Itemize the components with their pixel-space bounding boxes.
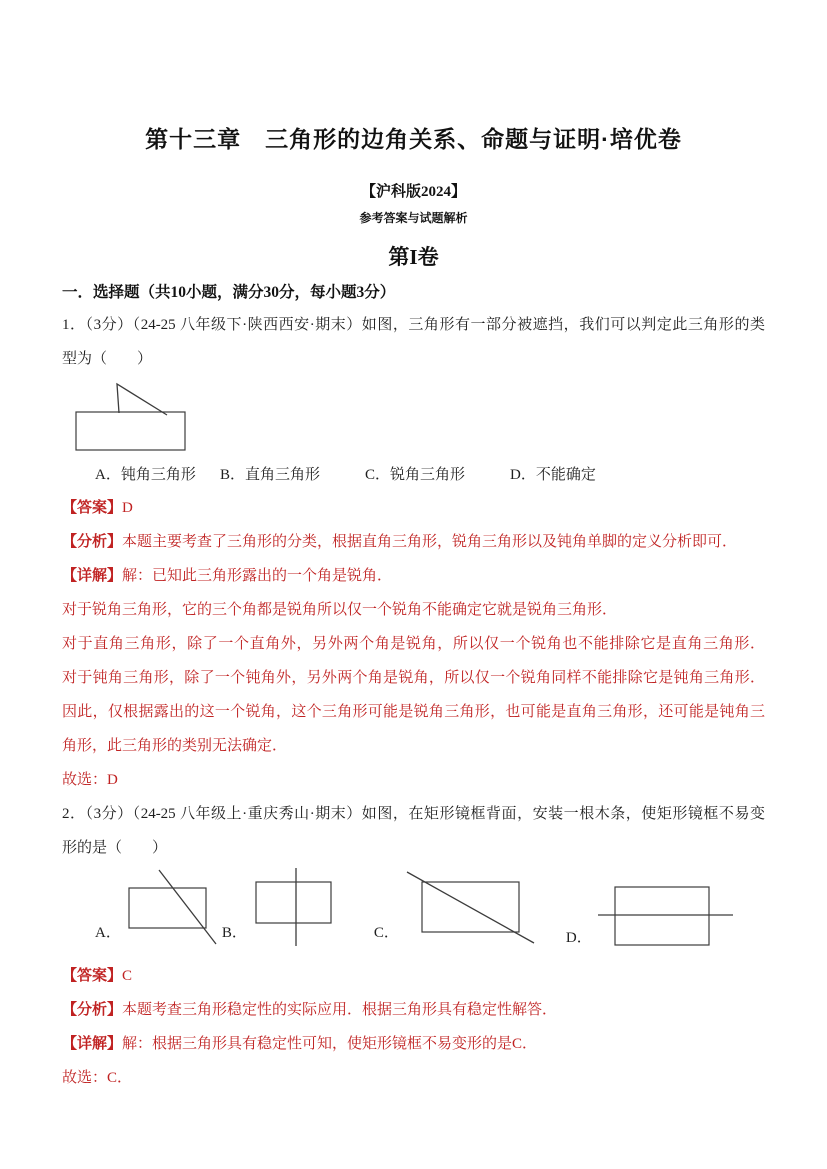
question2-figure-b — [222, 865, 342, 950]
diagonal-brace-figure-a — [124, 865, 222, 950]
option-b: B．直角三角形 — [220, 467, 321, 483]
detail-paragraph: 对于直角三角形，除了一个直角外，另外两个角是锐角，所以仅一个锐角也不能排除它是直角三角形． — [62, 636, 765, 652]
question1-detail-line — [62, 559, 765, 593]
detail-paragraph: 因此，仅根据露出的这一个锐角，这个三角形可能是锐角三角形，也可能是直角三角形，还可能是钝角三 — [62, 704, 765, 720]
question2-analysis-line — [62, 993, 765, 1027]
question2-figure-d — [566, 865, 737, 955]
question1-figure — [74, 382, 765, 454]
figure-b-label: B． — [221, 925, 247, 941]
section-heading: 一．选择题（共10小题，满分30分，每小题3分） — [62, 284, 396, 301]
detail-label: 【详解】 — [62, 568, 123, 584]
option-d: D．不能确定 — [510, 467, 596, 483]
edition-label: 【沪科版2024】 — [360, 184, 466, 200]
question2-figure-c — [374, 865, 540, 950]
question2-conclusion: 故选：C． — [62, 1070, 133, 1086]
answer-value: C — [122, 968, 133, 984]
question-1 — [62, 308, 765, 797]
question1-options — [62, 464, 765, 486]
question2-detail-line — [62, 1027, 765, 1061]
question1-conclusion: 故选：D — [62, 772, 118, 788]
question1-answer-line — [62, 491, 765, 525]
detail-paragraph: 对于钝角三角形，除了一个钝角外，另外两个角是锐角，所以仅一个锐角同样不能排除它是钝角三角形． — [62, 670, 765, 686]
analysis-label: 【分析】 — [62, 1002, 123, 1018]
question1-stem-line2: 型为（ ） — [62, 351, 153, 367]
detail-text: 解：根据三角形具有稳定性可知，使矩形镜框不易变形的是C． — [122, 1036, 538, 1052]
vertical-brace-figure-b — [250, 865, 342, 950]
page-title: 第十三章 三角形的边角关系、命题与证明·培优卷 — [145, 126, 682, 152]
covered-triangle-figure — [74, 382, 194, 454]
figure-a-label: A． — [95, 925, 121, 941]
question2-stem-line2: 形的是（ ） — [62, 840, 168, 856]
option-c: C．锐角三角形 — [365, 467, 466, 483]
analysis-text: 本题主要考查了三角形的分类，根据直角三角形，锐角三角形以及钝角单脚的定义分析即可． — [122, 534, 738, 550]
horizontal-brace-figure-d — [595, 865, 737, 955]
question2-figures — [62, 865, 765, 953]
figure-c-label: C． — [373, 925, 399, 941]
question1-stem-line1: 1．（3分）（24-25 八年级下·陕西西安·期末）如图，三角形有一部分被遮挡，我们可以判定此三角形的类 — [62, 317, 765, 333]
detail-label: 【详解】 — [62, 1036, 123, 1052]
detail-intro-text: 解：已知此三角形露出的一个角是锐角． — [122, 568, 393, 584]
option-a: A．钝角三角形 — [95, 467, 196, 483]
answers-subtitle: 参考答案与试题解析 — [359, 211, 468, 225]
analysis-label: 【分析】 — [62, 534, 123, 550]
answer-label: 【答案】 — [62, 968, 123, 984]
detail-paragraph: 角形，此三角形的类别无法确定． — [62, 738, 288, 754]
question2-stem-line1: 2．（3分）（24-25 八年级上·重庆秀山·期末）如图，在矩形镜框背面，安装一根木条，使矩形镜框不易变 — [62, 806, 765, 822]
analysis-text: 本题考查三角形稳定性的实际应用．根据三角形具有稳定性解答． — [122, 1002, 558, 1018]
question2-answer-line — [62, 959, 765, 993]
corner-diagonal-brace-figure-c — [402, 865, 540, 950]
answer-value: D — [122, 500, 133, 516]
figure-d-label: D． — [565, 930, 592, 946]
question2-figure-a — [95, 865, 222, 950]
detail-paragraph: 对于锐角三角形，它的三个角都是锐角所以仅一个锐角不能确定它就是锐角三角形． — [62, 602, 618, 618]
volume-heading: 第I卷 — [388, 245, 439, 269]
answer-label: 【答案】 — [62, 500, 123, 516]
question1-analysis-line — [62, 525, 765, 559]
question-2 — [62, 797, 765, 1095]
